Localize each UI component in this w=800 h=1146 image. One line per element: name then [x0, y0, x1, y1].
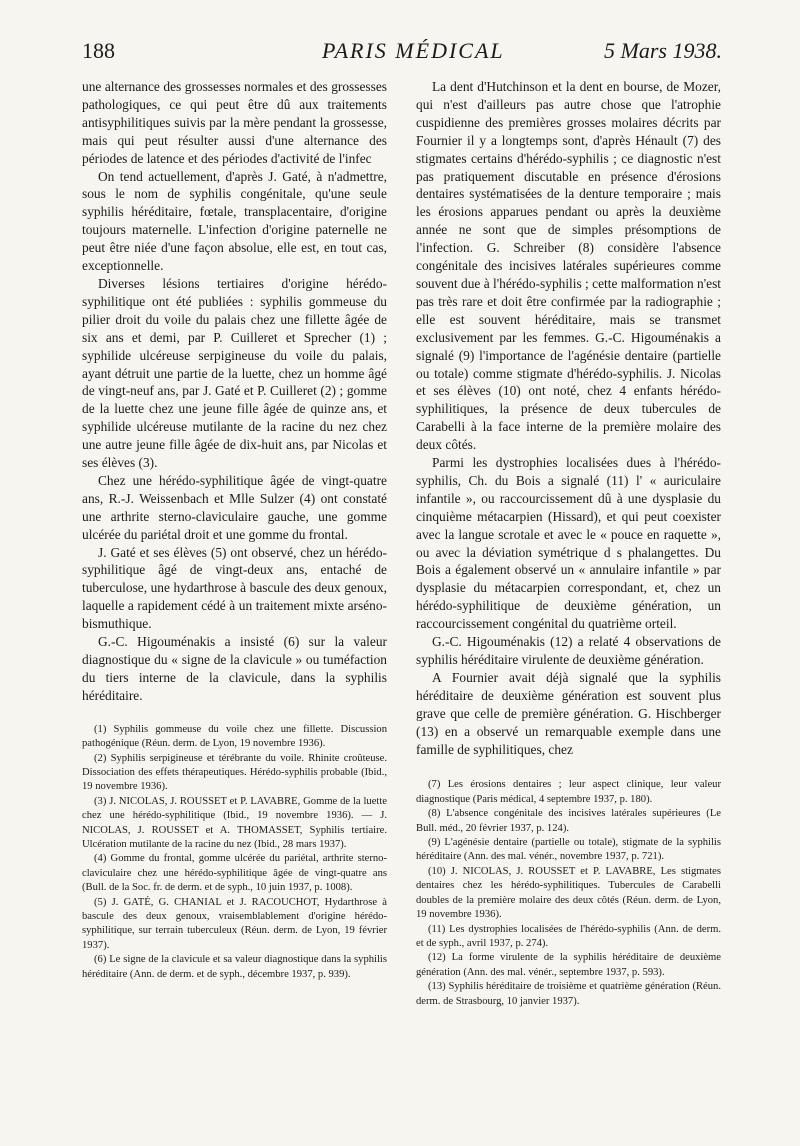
footnote: (2) Syphilis serpigineuse et térébrante du voile. Rhinite croûteuse. Dissociation des effets thérapeutiques. Hérédo-syphilis probable (Ibid., 19 novembre 1936). — [82, 752, 387, 793]
footnote: (5) J. GATÉ, G. CHANIAL et J. RACOUCHOT, Hydarthrose à bascule des deux genoux, vraisemblablement d'origine hérédo-syphilitique, sur terrain tuberculeux (Réun. derm. de Lyon, 19 février 1937). — [82, 896, 387, 951]
paragraph: Chez une hérédo-syphilitique âgée de vingt-quatre ans, R.-J. Weissenbach et Mlle Sulzer (4) ont constaté une arthrite sterno-claviculaire gauche, une gomme ulcérée du pariétal droit et une gomme du frontal. — [82, 472, 387, 542]
paragraph: G.-C. Higouménakis (12) a relaté 4 observations de syphilis héréditaire virulente de deuxième génération. — [416, 634, 721, 667]
footnote: (13) Syphilis héréditaire de troisième et quatrième génération (Réun. derm. de Strasbourg, 10 janvier 1937). — [416, 981, 721, 1007]
footnote: (8) L'absence congénitale des incisives latérales supérieures (Le Bull. méd., 20 février 1937, p. 124). — [416, 808, 721, 834]
footnote: (1) Syphilis gommeuse du voile chez une fillette. Discussion pathogénique (Réun. derm. de Lyon, 19 novembre 1936). — [82, 723, 387, 750]
issue-date: 5 Mars 1938. — [604, 38, 722, 63]
footnote-separator — [416, 758, 721, 778]
page-header — [82, 38, 722, 68]
paragraph: On tend actuellement, d'après J. Gaté, à n'admettre, sous le nom de syphilis congénitale, qu'une seule syphilis héréditaire, fœtale, transplacentaire, d'origine toujours maternelle. L'infection d'origine paternelle ne peut être niée d'une façon absolue, elle est, en tout cas, exceptionnelle. — [82, 168, 387, 274]
footnote: (11) Les dystrophies localisées de l'hérédo-syphilis (Ann. de derm. et de syph., avril 1937, p. 274). — [416, 923, 721, 949]
footnote: (6) Le signe de la clavicule et sa valeur diagnostique dans la syphilis héréditaire (Ann. de derm. et de syph., décembre 1937, p. 939). — [82, 954, 387, 980]
paragraph: A Fournier avait déjà signalé que la syphilis héréditaire de deuxième génération est souvent plus grave que celle de première génération. G. Hischberger (13) en a observé un remarquable exemple dans une famille de syphilitiques, chez — [416, 669, 721, 757]
paragraph: Diverses lésions tertiaires d'origine hérédo-syphilitique ont été publiées : syphilis gommeuse du pilier droit du voile du palais chez une fillette âgée de six ans et demi, par P. Cuilleret et Sprecher (1) ; syphilide ulcéreuse serpigineuse du voile du palais, ayant détruit une partie de la luette, chez un homme âgé de vingt-neuf ans, par J. Gaté et P. Cuilleret (2) ; gomme de la luette chez une jeune fille âgée de quinze ans, et syphilide ulcéreuse mutilante de la racine du nez chez une autre jeune fille âgée de dix-huit ans, par Nicolas et ses élèves (3). — [82, 275, 387, 471]
footnote: (9) L'agénésie dentaire (partielle ou totale), stigmate de la syphilis héréditaire (Ann. des mal. vénér., novembre 1937, p. 721). — [416, 837, 721, 863]
paragraph: J. Gaté et ses élèves (5) ont observé, chez un hérédo-syphilitique âgé de vingt-deux ans, entaché de tuberculose, une hydarthrose à bascule des deux genoux, laquelle a rapidement cédé à un traitement mixte arséno-bismuthique. — [82, 544, 387, 632]
footnote: (4) Gomme du frontal, gomme ulcérée du pariétal, arthrite sterno-claviculaire chez une hérédo-syphilitique âgée de vingt-quatre ans (Bull. de la Soc. fr. de derm. et de syph., 10 juin 1937, p. 1008). — [82, 853, 387, 894]
paragraph: une alternance des grossesses normales et des grossesses pathologiques, ce qui peut être dû aux traitements antisyphilitiques suivis par la mère pendant la grossesse, mais qui peut résulter aussi d'une alternance des périodes de latence et des périodes d'activité de l'infec — [82, 79, 387, 166]
footnote: (7) Les érosions dentaires ; leur aspect clinique, leur valeur diagnostique (Paris médical, 4 septembre 1937, p. 180). — [416, 779, 721, 805]
paragraph: Parmi les dystrophies localisées dues à l'hérédo-syphilis, Ch. du Bois a signalé (11) l' « auriculaire infantile », ou raccourcissement dû à une dysplasie du cinquième métacarpien (Hissard), et qui peut coexister avec la langue scrotale et avec le « pouce en raquette », ou avec la déviation symétrique d s phalangettes. Du Bois a également observé un « annulaire infantile » par dysplasie du métacarpien correspondant, et, chez un hérédo-syphilitique de deuxième génération, un raccourcissement congénital du quatrième orteil. — [416, 455, 721, 632]
left-column — [82, 78, 387, 982]
footnote-separator — [82, 705, 387, 723]
footnote: (3) J. NICOLAS, J. ROUSSET et P. LAVABRE, Gomme de la luette chez une hérédo-syphilitique (Ibid., 19 novembre 1936). — J. NICOLAS, J. ROUSSET et A. THOMASSET, Syphilis tertiaire. Ulcération mutilante de la racine du nez (Ibid., 28 mars 1937). — [82, 795, 387, 850]
paragraph: G.-C. Higouménakis a insisté (6) sur la valeur diagnostique du « signe de la clavicule » ou tuméfaction du tiers interne de la clavicule, dans la syphilis héréditaire. — [82, 634, 387, 703]
footnote: (10) J. NICOLAS, J. ROUSSET et P. LAVABRE, Les stigmates dentaires chez les hérédo-syphilitiques. Tubercules de Carabelli doubles de la première molaire des deux côtés (Réun. derm. de Lyon, 19 novembre 1936). — [416, 865, 721, 921]
journal-title: PARIS MÉDICAL — [322, 38, 505, 63]
footnote: (12) La forme virulente de la syphilis héréditaire de deuxième génération (Ann. des mal. vénér., septembre 1937, p. 593). — [416, 952, 721, 978]
page-number: 188 — [82, 38, 115, 63]
right-column — [416, 78, 721, 1009]
paragraph: La dent d'Hutchinson et la dent en bourse, de Mozer, qui n'est d'ailleurs pas autre chose que l'atrophie cuspidienne des premières grosses molaires décrits par Fournier il y a longtemps sont, d'après Hénault (7) des stigmates certains d'hérédo-syphilis ; ce diagnostic n'est pas pratiquement discutable en présence d'érosions dentaires systématisées de la denture temporaire ; mais les érosions apparues pendant ou après la deuxième année ne sont que de simples présomptions de l'infection. G. Schreiber (8) considère l'absence congénitale des incisives latérales supérieures comme souvent due à l'hérédo-syphilis ; cette malformation n'est pas très rare et doit être confirmée par la radiographie ; elle est souvent héréditaire, mais se transmet exclusivement par les femmes. G.-C. Higouménakis a signalé (9) l'importance de l'agénésie dentaire (partielle ou totale) comme stigmate d'hérédo-syphilis. J. Nicolas et ses élèves (10) ont noté, chez 4 enfants hérédo-syphilitiques, la présence de deux tubercules de Carabelli à la face interne de la première molaire des deux côtés. — [416, 79, 721, 453]
